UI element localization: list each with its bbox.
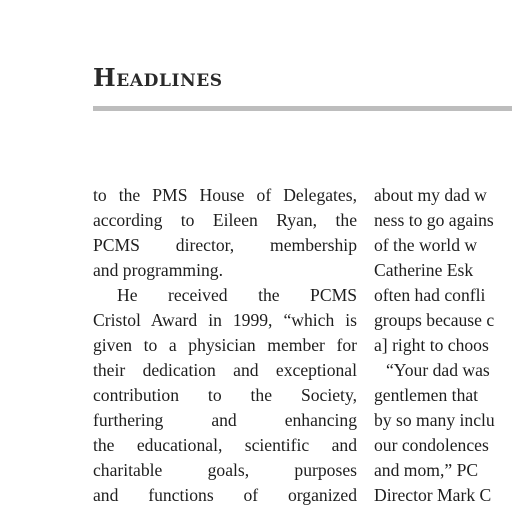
text-line: contribution to the Society, — [93, 385, 357, 405]
right-text-column — [374, 183, 512, 508]
text-line: our condolences — [374, 435, 489, 455]
text-line: gentlemen that — [374, 385, 479, 405]
text-line: Director Mark C — [374, 485, 492, 505]
text-line: given to a physician member for — [93, 335, 357, 355]
text-line: PCMS director, membership — [93, 235, 357, 255]
heading-rule — [93, 106, 512, 111]
text-line: and functions of organized — [93, 485, 357, 505]
paragraph-first-line: “Your dad was — [386, 360, 490, 380]
text-line: and mom,” PC — [374, 460, 479, 480]
text-line: about my dad w — [374, 185, 487, 205]
text-line: by so many inclu — [374, 410, 495, 430]
text-line: their dedication and exceptional — [93, 360, 357, 380]
left-text-column — [93, 183, 357, 508]
text-line: a] right to choos — [374, 335, 489, 355]
text-line: charitable goals, purposes — [93, 460, 357, 480]
text-line: the educational, scientific and — [93, 435, 357, 455]
text-line: to the PMS House of Delegates, — [93, 185, 357, 205]
text-line: of the world w — [374, 235, 478, 255]
text-line: groups because c — [374, 310, 495, 330]
text-line: ness to go agains — [374, 210, 494, 230]
text-line: according to Eileen Ryan, the — [93, 210, 357, 230]
text-line: Catherine Esk — [374, 260, 474, 280]
text-line: and programming. — [93, 260, 223, 280]
text-line: furthering and enhancing — [93, 410, 357, 430]
paragraph-first-line: He received the PCMS — [117, 285, 357, 305]
text-line: Cristol Award in 1999, “which is — [93, 310, 357, 330]
text-line: often had confli — [374, 285, 486, 305]
section-heading: Headlines — [93, 63, 223, 92]
